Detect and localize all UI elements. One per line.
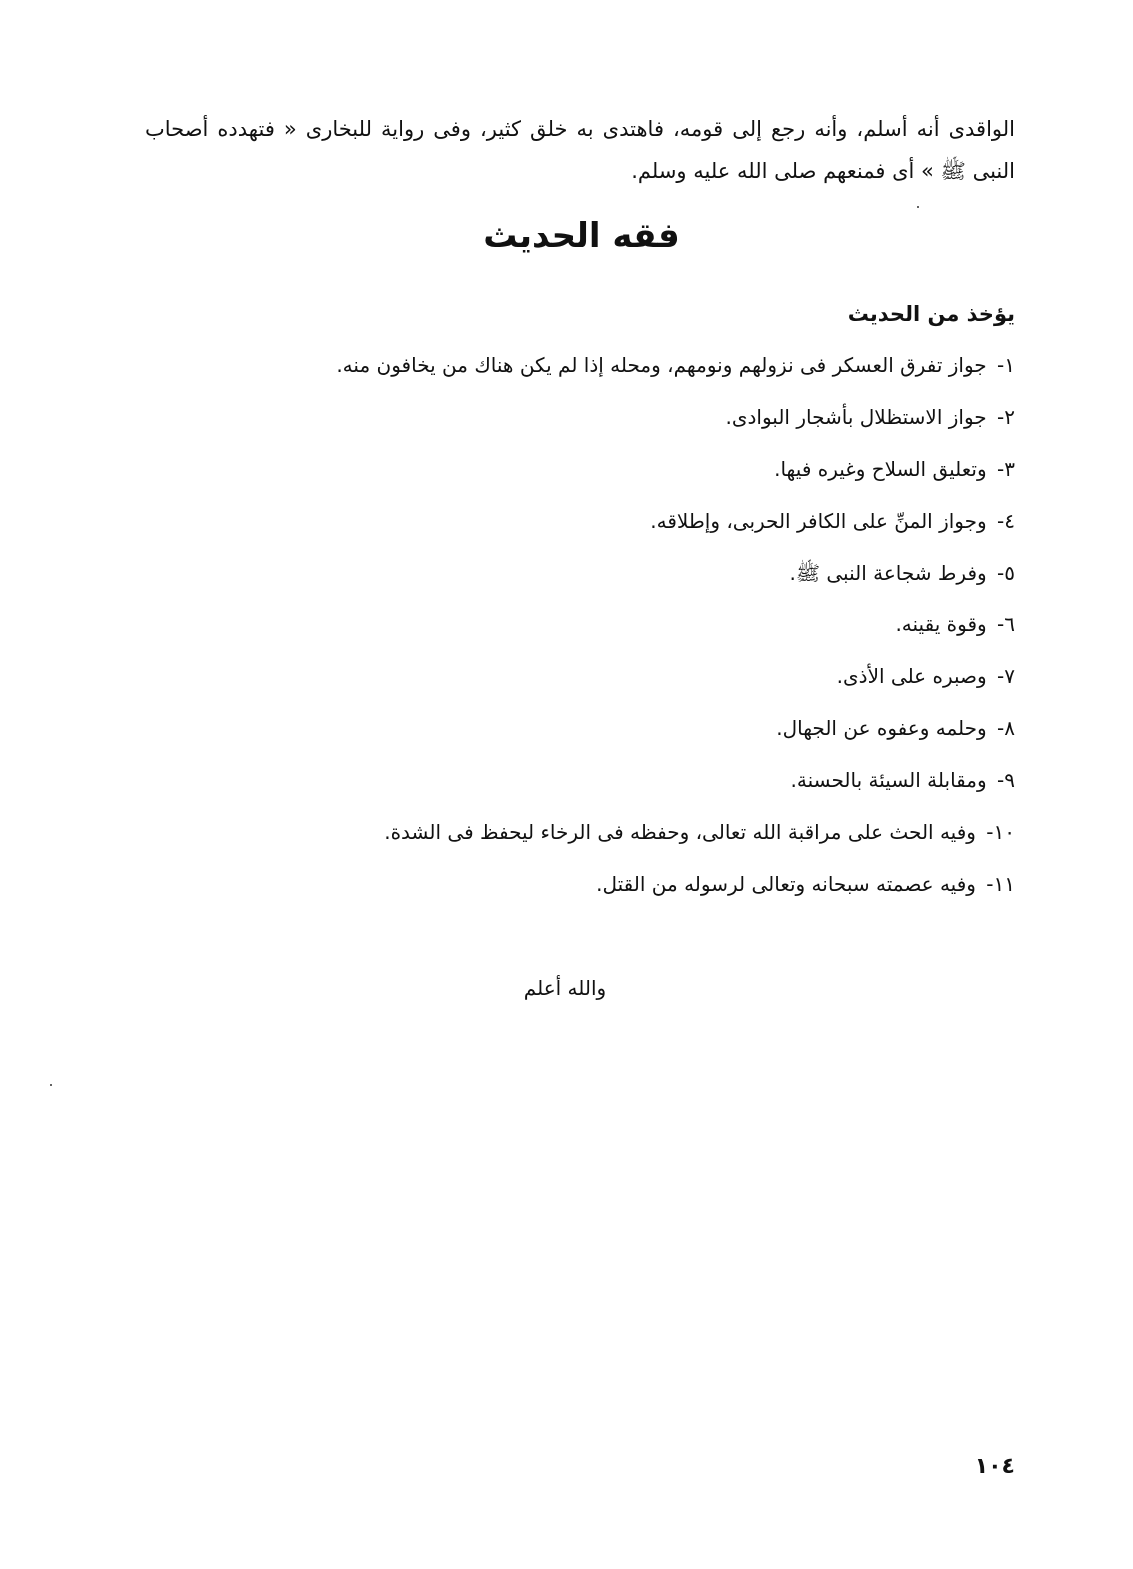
item-text: وتعليق السلاح وغيره فيها.	[774, 456, 987, 481]
closing-phrase: والله أعلم	[523, 976, 607, 1000]
item-number: ٨-	[997, 716, 1015, 741]
list-item	[115, 708, 1015, 760]
list-item	[115, 501, 1015, 553]
list-item	[115, 345, 1015, 397]
item-text: وفرط شجاعة النبى ﷺ.	[789, 560, 987, 585]
list-item	[115, 812, 1015, 864]
item-text: جواز تفرق العسكر فى نزولهم ونومهم، ومحله إذا لم يكن هناك من يخافون منه.	[336, 353, 987, 377]
item-number: ٤-	[997, 508, 1015, 533]
item-text: وقوة يقينه.	[895, 612, 987, 637]
item-number: ٣-	[997, 456, 1015, 481]
item-text: وفيه عصمته سبحانه وتعالى لرسوله من القتل.	[596, 871, 976, 896]
intro-paragraph: الواقدى أنه أسلم، وأنه رجع إلى قومه، فاهتدى به خلق كثير، وفى رواية للبخارى « فتهدده أصحاب النبى ﷺ » أى فمنعهم صلى الله عليه وسلم.	[145, 117, 1015, 183]
item-text: جواز الاستظلال بأشجار البوادى.	[725, 404, 987, 429]
item-number: ٥-	[997, 560, 1015, 585]
page-number: ١٠٤	[974, 1454, 1015, 1479]
item-text: وجواز المنِّ على الكافر الحربى، وإطلاقه.	[650, 508, 987, 533]
section-subheading: يؤخذ من الحديث	[847, 302, 1015, 326]
item-text: وحلمه وعفوه عن الجهال.	[776, 716, 987, 741]
item-number: ١٠-	[986, 820, 1015, 845]
item-number: ٢-	[997, 404, 1015, 429]
list-item	[115, 397, 1015, 449]
item-text: وصبره على الأذى.	[836, 664, 987, 689]
item-number: ١١-	[986, 871, 1015, 896]
stray-mark	[50, 1084, 52, 1086]
list-item	[115, 864, 1015, 916]
points-list	[115, 345, 1015, 916]
list-item	[115, 553, 1015, 605]
list-item	[115, 656, 1015, 708]
list-item	[115, 449, 1015, 501]
item-text: وفيه الحث على مراقبة الله تعالى، وحفظه فى الرخاء ليحفظ فى الشدة.	[384, 820, 976, 845]
item-number: ٩-	[997, 768, 1015, 793]
item-number: ١-	[997, 353, 1015, 377]
item-number: ٧-	[997, 664, 1015, 689]
section-title: فقه الحديث	[483, 216, 680, 256]
list-item	[115, 604, 1015, 656]
item-text: ومقابلة السيئة بالحسنة.	[790, 768, 987, 793]
item-number: ٦-	[997, 612, 1015, 637]
list-item	[115, 760, 1015, 812]
